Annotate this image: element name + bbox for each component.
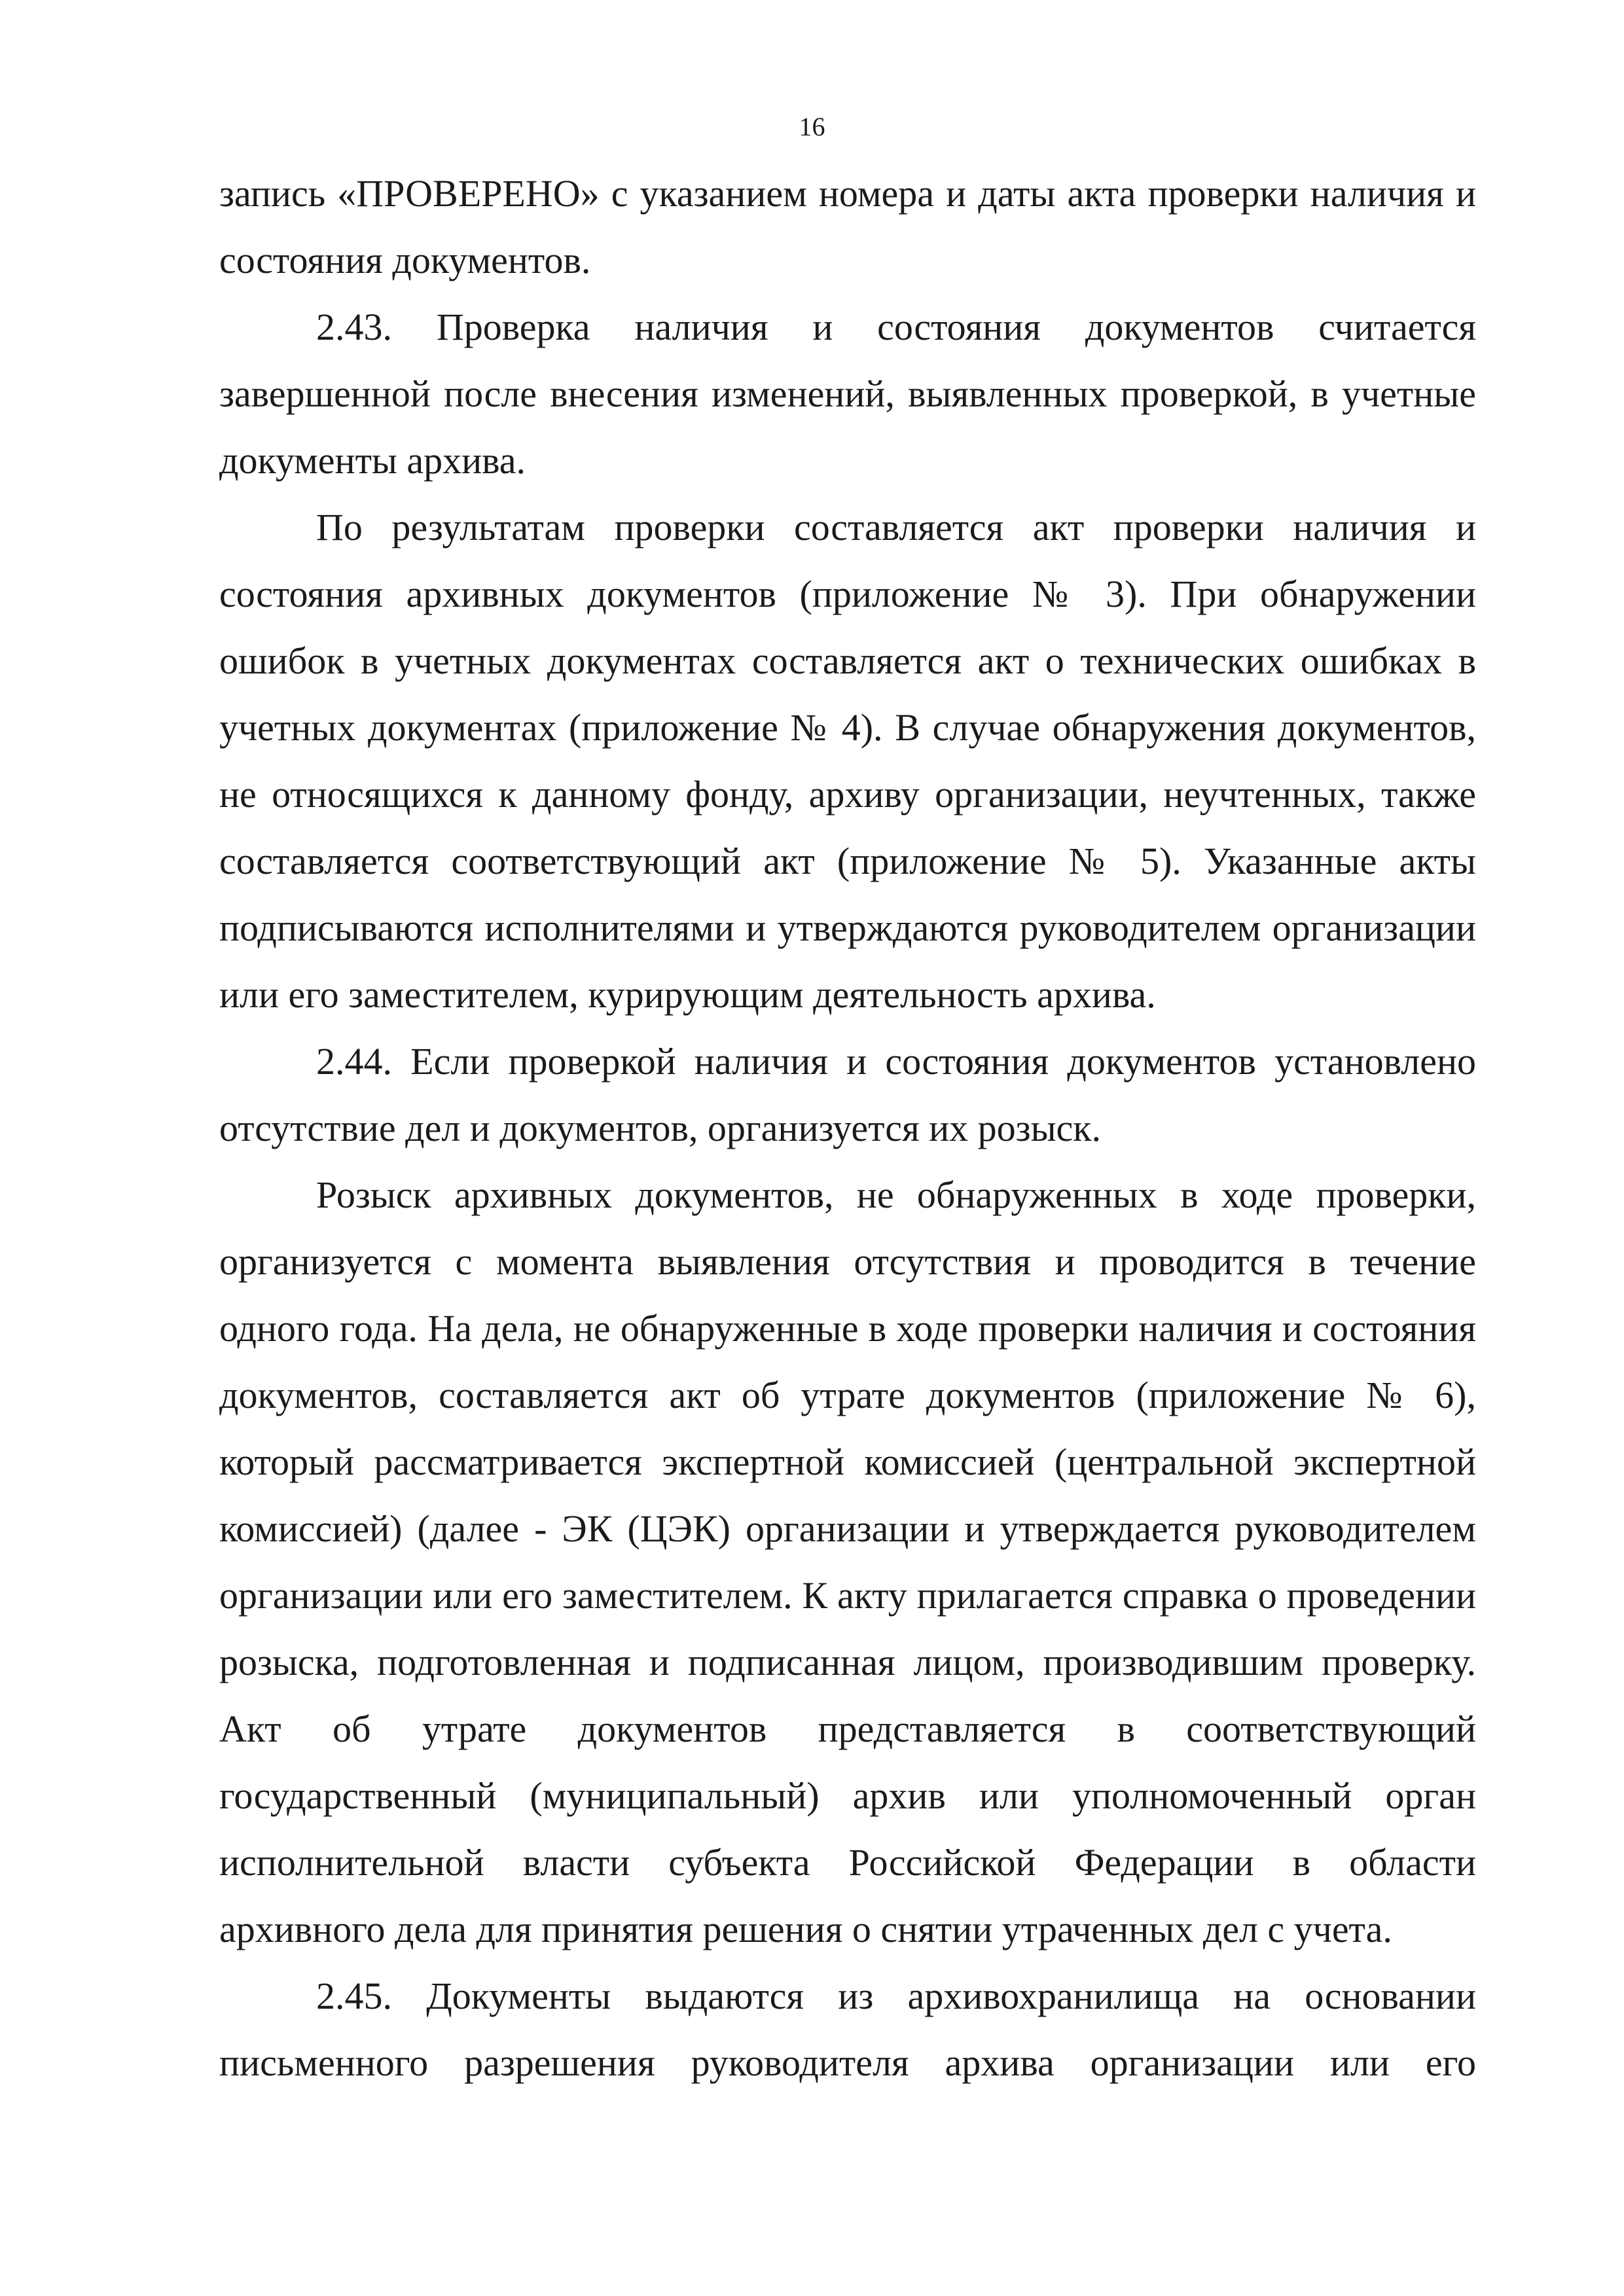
- paragraph-search: Розыск архивных документов, не обнаруженных в ходе проверки, организуется с момента выявления отсутствия и проводится в течение одного года. На дела, не обнаруженные в ходе проверки наличия и состояния документов, составляется акт об утрате документов (приложение № 6), который рассматривается экспертной комиссией (центральной экспертной комиссией) (далее - ЭК (ЦЭК) организации и утверждается руководителем организации или его заместителем. К акту прилагается справка о проведении розыска, подготовленная и подписанная лицом, производившим проверку. Акт об утрате документов представляется в соответствующий государственный (муниципальный) архив или уполномоченный орган исполнительной власти субъекта Российской Федерации в области архивного дела для принятия решения о снятии утраченных дел с учета.: [219, 1174, 1476, 1950]
- paragraph-check-results: По результатам проверки составляется акт проверки наличия и состояния архивных документов (приложение № 3). При обнаружении ошибок в учетных документах составляется акт о технических ошибках в учетных документах (приложение № 4). В случае обнаружения документов, не относящихся к данному фонду, архиву организации, неучтенных, также составляется соответствующий акт (приложение № 5). Указанные акты подписываются исполнителями и утверждаются руководителем организации или его заместителем, курирующим деятельность архива.: [219, 506, 1476, 1016]
- paragraph-2-44: 2.44. Если проверкой наличия и состояния документов установлено отсутствие дел и документов, организуется их розыск.: [219, 1040, 1476, 1149]
- paragraph-2-43: 2.43. Проверка наличия и состояния документов считается завершенной после внесения изменений, выявленных проверкой, в учетные документы архива.: [219, 306, 1476, 482]
- paragraph-2-45: 2.45. Документы выдаются из архивохранилища на основании письменного разрешения руководителя архива организации или его: [219, 1975, 1476, 2084]
- paragraph-continuation: запись «ПРОВЕРЕНО» с указанием номера и даты акта проверки наличия и состояния документов.: [219, 172, 1476, 281]
- document-body: [219, 160, 1476, 2096]
- page-number: 16: [799, 112, 825, 141]
